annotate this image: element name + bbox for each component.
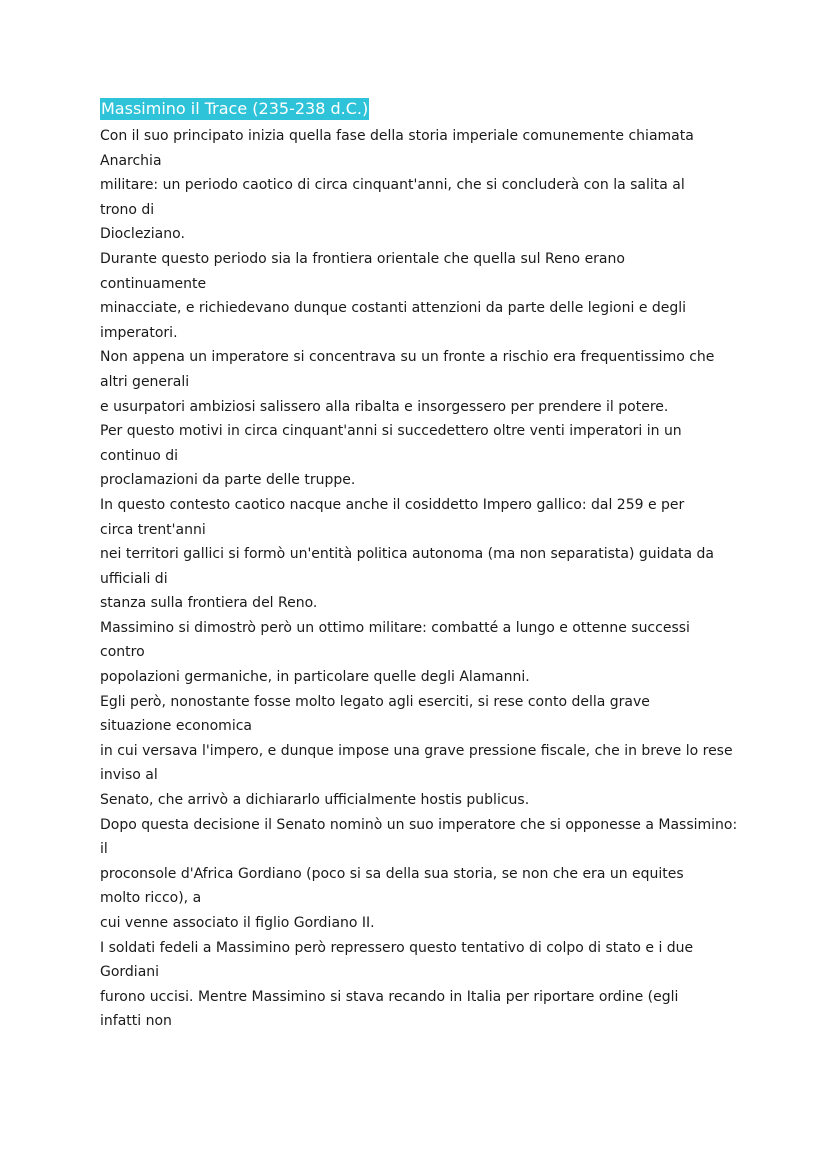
text-line: militare: un periodo caotico di circa cinquant'anni, che si concluderà con la salita al [100, 177, 685, 194]
text-line: imperatori. [100, 324, 178, 341]
text-line: il [100, 841, 108, 858]
text-line: trono di [100, 201, 155, 218]
text-line: nei territori gallici si formò un'entità politica autonoma (ma non separatista) guidata da [100, 546, 714, 563]
text-line: stanza sulla frontiera del Reno. [100, 595, 318, 612]
text-line: Dopo questa decisione il Senato nominò un suo imperatore che si opponesse a Massimino: [100, 816, 738, 833]
text-line: e usurpatori ambiziosi salissero alla ribalta e insorgessero per prendere il potere. [100, 398, 669, 415]
text-line: Durante questo periodo sia la frontiera orientale che quella sul Reno erano [100, 250, 625, 267]
text-line: popolazioni germaniche, in particolare quelle degli Alamanni. [100, 669, 530, 686]
text-line: infatti non [100, 1013, 172, 1030]
text-line: Gordiani [100, 964, 160, 981]
text-line: proconsole d'Africa Gordiano (poco si sa della sua storia, se non che era un equites [100, 865, 684, 882]
text-line: in cui versava l'impero, e dunque impose una grave pressione fiscale, che in breve lo rese [100, 742, 733, 759]
text-line: proclamazioni da parte delle truppe. [100, 472, 356, 489]
text-line: altri generali [100, 373, 190, 390]
text-line: continuo di [100, 447, 179, 464]
text-line: Senato, che arrivò a dichiararlo ufficialmente hostis publicus. [100, 792, 530, 809]
text-line: Anarchia [100, 152, 162, 169]
text-line: I soldati fedeli a Massimino però repressero questo tentativo di colpo di stato e i due [100, 939, 694, 956]
text-line: Per questo motivi in circa cinquant'anni si succedettero oltre venti imperatori in un [100, 423, 682, 440]
text-line: molto ricco), a [100, 890, 202, 907]
text-line: cui venne associato il figlio Gordiano II. [100, 915, 375, 931]
text-line: Egli però, nonostante fosse molto legato agli eserciti, si rese conto della grave [100, 693, 650, 710]
text-line: Diocleziano. [100, 226, 185, 243]
text-line: situazione economica [100, 718, 252, 735]
text-line: minacciate, e richiedevano dunque costanti attenzioni da parte delle legioni e degli [100, 300, 687, 317]
document-content [100, 98, 740, 1034]
text-line: ufficiali di [100, 570, 168, 587]
text-line: contro [100, 644, 145, 661]
text-line: In questo contesto caotico nacque anche il cosiddetto Impero gallico: dal 259 e per [100, 496, 685, 513]
text-line: continuamente [100, 275, 207, 292]
text-line: Con il suo principato inizia quella fase della storia imperiale comunemente chiamata [100, 128, 694, 144]
text-line: furono uccisi. Mentre Massimino si stava recando in Italia per riportare ordine (egli [100, 988, 679, 1005]
text-line: circa trent'anni [100, 521, 206, 538]
text-line: Massimino si dimostrò però un ottimo militare: combatté a lungo e ottenne successi [100, 619, 690, 636]
text-line: Non appena un imperatore si concentrava su un fronte a rischio era frequentissimo che [100, 349, 715, 366]
text-line: inviso al [100, 767, 158, 784]
document-title: Massimino il Trace (235-238 d.C.) [101, 99, 369, 118]
document-body [100, 124, 740, 1034]
